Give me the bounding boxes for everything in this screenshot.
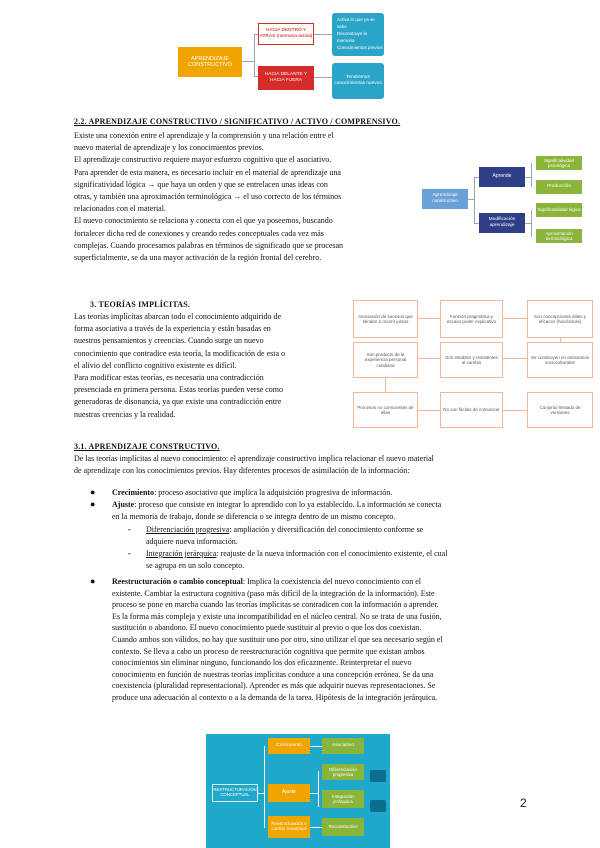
diagram2-mid-1: Aprende	[479, 167, 525, 187]
diagram3-box-7: Procesos no conscientes de ellas	[353, 392, 418, 428]
diagram1-top: HACIA DENTRO Y ATRÁS (memoria activa)	[258, 23, 314, 45]
diagram3-box-9: Conjunto limitado de versiones	[527, 392, 593, 428]
diagram4-leaf-1: Asociativo	[322, 738, 364, 754]
bullet-crecimiento: ● Crecimiento: proceso asociativo que implica la adquisición progresiva de información.	[90, 487, 393, 497]
section-2-2-body: Existe una conexión entre el aprendizaje y la comprensión y una relación entre el nuevo material de aprendizaje y los conocimientos previos. El aprendizaje constructivo requiere mayor esfuerzo cognitivo que el asociativo. Para aprender de esta manera, es necesario incluir en el material de aprendizaje una significatividad lógica → que haya un orden y que se entrelacen unas ideas con otras, y también una aproximación terminológica → el uso correcto de los términos relacionados con el material. El nuevo conocimiento se relaciona y conecta con el que ya poseemos, buscando fortalecer dicha red de conexiones y creando redes conceptuales cada vez más complejas. Cuando procesamos palabras en términos de significado que se procesan superficialmente, se da una mayor activación de la región frontal del cerebro.	[74, 131, 344, 263]
section-3-1-title: 3.1. APRENDIZAJE CONSTRUCTIVO.	[74, 442, 220, 451]
sub-integracion: - Integración jerárquica: reajuste de la nueva información con el conocimiento existente, el cual se agrupa en un solo concepto.	[128, 548, 448, 570]
diagram4-mid-3: Reestructuración o cambio conceptual	[268, 816, 310, 838]
section-3-1-intro: De las teorías implícitas al nuevo conocimiento: el aprendizaje constructivo implica relacionar el nuevo material de aprendizaje con los conocimientos previos. Hay diferentes procesos de asimilación de la información:	[74, 454, 434, 475]
section-2-2-title: 2.2. APRENDIZAJE CONSTRUCTIVO / SIGNIFICATIVO / ACTIVO / COMPRENSIVO.	[74, 117, 401, 126]
diagram4-leaf-2: Diferenciación progresiva	[322, 764, 364, 780]
diagram4-leaf-3: Integración jerárquica	[322, 790, 364, 808]
diagram3-box-2: Función pragmática y escaso poder explicativo	[440, 300, 503, 338]
diagram3-box-3: Son concepciones útiles y eficaces (heurísticas)	[527, 300, 593, 338]
diagram1-top-right-2: Reconstruye la memoria	[337, 31, 368, 43]
diagram3-box-6: Se construyen en escenarios socioculturales	[527, 342, 593, 378]
diagram4-leaf-4: Reconstructivo	[322, 818, 364, 836]
diagram2-root: Aprendizaje constructivo	[422, 189, 468, 209]
diagram2-mid-2: Modificación aprendizaje	[479, 213, 525, 233]
sub-diferenciacion: - Diferenciación progresiva: ampliación y diversificación del conocimiento conforme se adquiere nueva información.	[128, 524, 424, 546]
diagram3-box-5: Son estables y resistentes al cambio	[440, 342, 503, 378]
diagram1-top-right-3: Conocimientos previos	[337, 45, 383, 50]
diagram3-box-1: Asociación de sucesos que tienden a ocurrir juntos	[353, 300, 418, 338]
diagram3-box-4: Son producto de la experiencia personal cotidiana	[353, 342, 418, 378]
diagram1-bottom: HACIA DELANTE Y HACIA FUERA	[258, 66, 314, 90]
diagram1-center: APRENDIZAJE CONSTRUCTIVO	[178, 47, 242, 77]
diagram4-root: RESTRUCTURACIÓN CONCEPTUAL	[212, 784, 258, 802]
diagram3-box-8: No son fáciles de comunicar	[440, 392, 503, 428]
bullet-reestructuracion: ● Reestructuración o cambio conceptual: Implica la coexistencia del nuevo conocimiento con el existente. Cambiar la estructura cognitiva (paso más difícil de la integración de la información). Este proceso se pone en marcha cuando las teorías implícitas se contradicen con la información a aprender. Es la forma más compleja y existe una incompatibilidad en el núcleo central. No se trata de una fusión, sustitución o abandono. El nuevo conocimiento puede sustituir al previo o que los dos coexistan. Cuando ambos son válidos, no hay que sustituir uno por otro, sino utilizar el que sea necesario según el contexto. Se lleva a cabo un proceso de reestructuración cognitiva que permite que existan ambos conocimientos sin eliminar ninguno, funcionando los dos eficazmente. Reinterpretar el nuevo conocimiento en función de nuestras teorías implícitas conduce a una concepción errónea. Se da una coexistencia (pluralidad representacional). Aprender es más que adquirir nuevas representaciones. Se produce una adecuación al contexto o a la demanda de la tarea. Hipótesis de la integración jerárquica.	[90, 576, 443, 702]
section-3-body: Las teorías implícitas abarcan todo el conocimiento adquirido de forma asociativa a través de la experiencia y están basadas en nuestros pensamientos y creencias. Cuando surge un nuevo conocimiento que contradice esta teoría, la modificación de esta o el alivio del conflicto cognitivo existente es difícil. Para modificar estas teorías, es necesaria una contradicción presenciada en primera persona. Estas teorías pueden verse como generadoras de disonancia, ya que existe una contradicción entre nuestras creencias y la realidad.	[74, 312, 286, 419]
diagram2-leaf-4: Aproximación terminológica	[536, 229, 582, 243]
diagram2-leaf-1: Significatividad psicológica	[536, 156, 582, 170]
diagram-icon	[370, 770, 386, 782]
diagram4-mid-1: Crecimiento	[268, 738, 310, 754]
section-3-title: 3. TEORÍAS IMPLÍCITAS.	[90, 300, 191, 309]
diagram4-mid-2: Ajuste	[268, 784, 310, 802]
diagram2-leaf-3: Significatividad lógica	[536, 203, 582, 217]
diagram2-leaf-2: Producción	[536, 180, 582, 194]
diagram-icon	[370, 800, 386, 812]
bullet-ajuste: ● Ajuste: proceso que consiste en integrar lo aprendido con lo ya establecido. La información se conecta en la memoria de trabajo, donde se diferencia o se integra dentro de un mismo concepto.	[90, 499, 442, 521]
diagram1-bottom-right: Tendremos conocimientos nuevos	[332, 63, 384, 99]
page-number: 2	[520, 796, 527, 810]
diagram1-top-right-1: Activa lo que ya se sabe	[337, 17, 375, 29]
